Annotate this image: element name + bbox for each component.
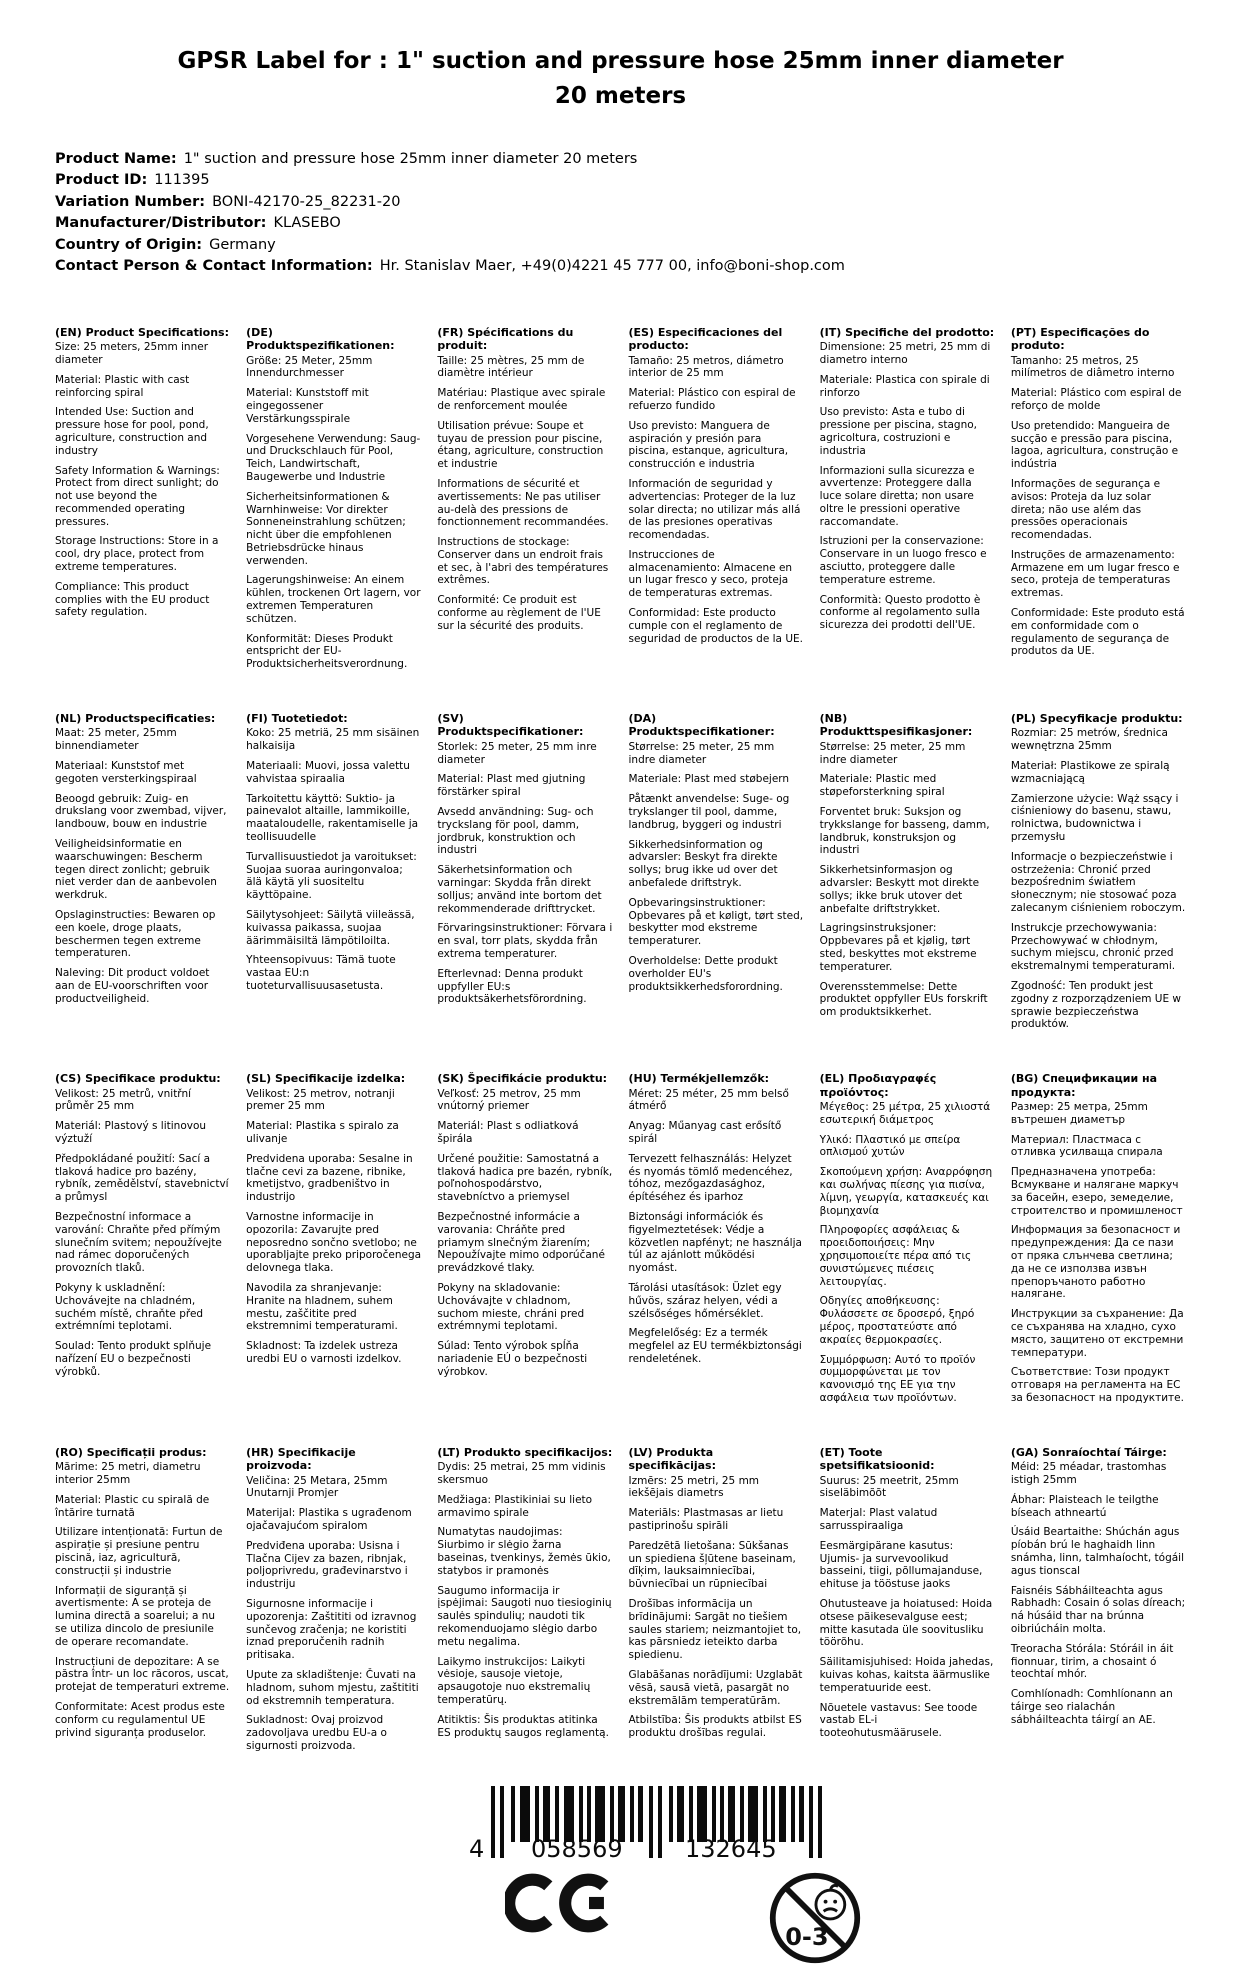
page-title	[55, 44, 1186, 113]
spec-paragraph: Biztonsági információk és figyelmeztetések: Védje a közvetlen napfényt; ne használja túl az ajánlott működési nyomást.	[628, 1210, 802, 1275]
spec-paragraph: Materiale: Plast med støbejern	[628, 773, 790, 786]
spec-paragraph: Conformità: Questo prodotto è conforme al regolamento sulla sicurezza dei prodotti dell'UE.	[819, 593, 981, 632]
spec-paragraph: Размер: 25 метра, 25mm вътрешен диаметър	[1010, 1101, 1148, 1126]
spec-paragraph: Avsedd användning: Sug- och tryckslang för pool, damm, jordbruk, konstruktion och industri	[437, 806, 594, 857]
spec-paragraph: Tervezett felhasználás: Helyzet és nyomás tömlő medencéhez, tóhoz, mezőgazdasághoz, építéséhez és iparhoz	[628, 1152, 793, 1204]
spec-block-heading: (CS) Specifikace produktu:	[55, 1072, 221, 1086]
spec-paragraph: Určené použitie: Samostatná a tlaková hadica pre bazén, rybník, poľnohospodárstvo, stavebníctvo a priemysel	[437, 1152, 613, 1204]
spec-paragraph: Compliance: This product complies with the EU product safety regulation.	[55, 580, 210, 619]
spec-block-body	[1011, 355, 1186, 659]
spec-paragraph: Materiaali: Muovi, jossa valettu vahvistaa spiraalia	[246, 760, 410, 785]
spec-paragraph: Comhlíonadh: Comhlíonann an táirge seo rialachán sábháilteachta táirgí an AE.	[1010, 1688, 1173, 1726]
spec-paragraph: Ábhar: Plaisteach le teilgthe bíseach athneartú	[1010, 1493, 1159, 1519]
spec-paragraph: Skladnost: Ta izdelek ustreza uredbi EU o varnosti izdelkov.	[246, 1340, 402, 1365]
spec-paragraph: Säkerhetsinformation och varningar: Skydda från direkt solljus; använd inte bortom det rekommenderade drifttrycket.	[437, 864, 602, 915]
product-info-label: Product Name:	[55, 151, 177, 167]
spec-paragraph: Naleving: Dit product voldoet aan de EU-voorschriften voor productveiligheid.	[55, 967, 210, 1005]
spec-paragraph: Zamierzone użycie: Wąż ssący i ciśnieniowy do basenu, stawu, rolnictwa, budownictwa i przemysłu	[1010, 792, 1179, 844]
spec-paragraph: Storage Instructions: Store in a cool, dry place, protect from extreme temperatures.	[55, 535, 219, 574]
spec-block-sl	[246, 1072, 421, 1412]
spec-block-body	[55, 341, 230, 619]
spec-paragraph: Informations de sécurité et avertissements: Ne pas utiliser au-delà des pressions de fonctionnement recommandées.	[437, 477, 609, 529]
spec-block-body	[820, 1101, 995, 1405]
spec-block-fr	[437, 326, 612, 678]
spec-paragraph: Méid: 25 méadar, trastomhas istigh 25mm	[1010, 1461, 1167, 1486]
spec-block-ro	[55, 1446, 230, 1760]
spec-paragraph: Οδηγίες αποθήκευσης: Φυλάσσετε σε δροσερό, ξηρό μέρος, προστατεύστε από ακραίες θερμοκρασίες.	[819, 1295, 975, 1346]
spec-paragraph: Mărime: 25 metri, diametru interior 25mm	[55, 1461, 201, 1486]
spec-block-body	[246, 727, 421, 992]
spec-paragraph: Eesmärgipärane kasutus: Ujumis- ja survevoolikud basseini, tiigi, põllumajanduse, ehituse ja tööstuse jaoks	[819, 1539, 983, 1591]
product-info-value: BONI-42170-25_82231-20	[212, 193, 401, 210]
product-info-row	[55, 235, 1186, 256]
spec-paragraph: Izmērs: 25 metri, 25 mm iekšējais diametrs	[628, 1474, 760, 1500]
spec-paragraph: Koko: 25 metriä, 25 mm sisäinen halkaisija	[246, 727, 420, 753]
spec-paragraph: Laikymo instrukcijos: Laikyti vėsioje, sausoje vietoje, apsaugotoje nuo ekstremalių temperatūrų.	[437, 1655, 591, 1706]
spec-paragraph: Yhteensopivuus: Tämä tuote vastaa EU:n tuoteturvallisuusasetusta.	[246, 954, 396, 993]
spec-paragraph: Turvallisuustiedot ja varoitukset: Suojaa suoraa auringonvaloa; älä käytä yli suositeltu käyttöpaine.	[246, 850, 417, 902]
spec-paragraph: Nõuetele vastavus: See toode vastab EL-i tooteohutusmäärusele.	[819, 1701, 978, 1740]
spec-block-heading: (HR) Specifikacije proizvoda:	[246, 1445, 356, 1473]
spec-block-lt	[437, 1446, 612, 1760]
spec-paragraph: Informații de siguranță și avertismente: A se proteja de lumina directă a soarelui; a nu se utiliza dincolo de presiunile de operare recomandate.	[55, 1584, 216, 1648]
spec-paragraph: Πληροφορίες ασφάλειας & προειδοποιήσεις: Μην χρησιμοποιείτε πέρα από τις συνιστώμενες πιέσεις λειτουργίας.	[819, 1224, 972, 1288]
spec-paragraph: Информация за безопасност и предупреждения: Да се пази от пряка слънчева светлина; да не се използва извън препоръчаното работно налягане.	[1010, 1224, 1181, 1301]
spec-block-bg	[1011, 1072, 1186, 1412]
spec-block-body	[55, 727, 230, 1005]
spec-paragraph: Materiale: Plastic med støpeforsterkning spiral	[819, 773, 945, 799]
spec-block-body	[55, 1088, 230, 1379]
spec-block-heading: (HU) Termékjellemzők:	[628, 1072, 770, 1086]
spec-block-body	[629, 741, 804, 994]
spec-paragraph: Megfelelőség: Ez a termék megfelel az EU termékbiztonsági rendeletének.	[628, 1327, 802, 1365]
spec-block-heading: (LT) Produkto specifikacijos:	[437, 1445, 613, 1459]
spec-paragraph: Rozmiar: 25 metrów, średnica wewnętrzna 25mm	[1010, 727, 1168, 753]
spec-block-sv	[437, 712, 612, 1038]
bottom-section	[463, 1786, 883, 1966]
spec-block-body	[246, 355, 421, 672]
spec-paragraph: Anyag: Műanyag cast erősítő spirál	[628, 1120, 782, 1145]
spec-paragraph: Instruções de armazenamento: Armazene em um lugar fresco e seco, proteja de temperaturas extremas.	[1010, 548, 1180, 600]
product-info-value: Germany	[209, 236, 276, 253]
spec-paragraph: Tamanho: 25 metros, 25 milímetros de diâmetro interno	[1010, 354, 1175, 380]
spec-block-heading: (DE) Produktspezifikationen:	[246, 325, 395, 353]
spec-paragraph: Material: Plastika s spiralo za ulivanje	[246, 1120, 399, 1145]
spec-block-es	[629, 326, 804, 678]
spec-block-nl	[55, 712, 230, 1038]
spec-paragraph: Soulad: Tento produkt splňuje nařízení EU o bezpečnosti výrobků.	[55, 1340, 212, 1378]
spec-block-heading: (FR) Spécifications du produit:	[437, 325, 574, 353]
spec-paragraph: Safety Information & Warnings: Protect from direct sunlight; do not use beyond the recommended operating pressures.	[55, 464, 220, 528]
spec-paragraph: Tamaño: 25 metros, diámetro interior de 25 mm	[628, 354, 784, 380]
spec-block-nb	[820, 712, 995, 1038]
spec-paragraph: Informacje o bezpieczeństwie i ostrzeżenia: Chronić przed bezpośrednim światłem słonecznym; nie stosować poza zalecanym ciśnieniem roboczym.	[1010, 850, 1186, 915]
spec-paragraph: Opslaginstructies: Bewaren op een koele, droge plaats, beschermen tegen extreme temperaturen.	[55, 909, 216, 960]
spec-paragraph: Overholdelse: Dette produkt overholder EU's produktsikkerhedsforordning.	[628, 955, 783, 993]
spec-block-pt	[1011, 326, 1186, 678]
spec-block-en	[55, 326, 230, 678]
spec-paragraph: Säilytysohjeet: Säilytä viileässä, kuivassa paikassa, suojaa äärimmäisiltä lämpötiloilta.	[246, 909, 415, 947]
spec-block-heading: (LV) Produkta specifikācijas:	[628, 1445, 716, 1473]
product-info-label: Manufacturer/Distributor:	[55, 215, 267, 232]
spec-paragraph: Informações de segurança e avisos: Proteja da luz solar direta; não use além das pressões operacionais recomendadas.	[1010, 477, 1161, 542]
spec-paragraph: Numatytas naudojimas: Siurbimo ir slėgio žarna baseinas, tvenkinys, žemės ūkio, statybos ir pramonės	[437, 1526, 611, 1577]
spec-block-heading: (SL) Specifikacije izdelka:	[246, 1072, 406, 1086]
page-title-line1: GPSR Label for : 1" suction and pressure hose 25mm inner diameter	[177, 48, 1064, 74]
product-info-value: 111395	[154, 172, 210, 189]
spec-paragraph: Påtænkt anvendelse: Suge- og trykslanger til pool, damme, landbrug, byggeri og industri	[628, 793, 790, 831]
spec-block-body	[820, 741, 995, 1019]
spec-paragraph: Matériau: Plastique avec spirale de renforcement moulée	[437, 387, 606, 412]
spec-block-heading: (FI) Tuotetiedot:	[246, 712, 348, 726]
spec-paragraph: Dydis: 25 metrai, 25 mm vidinis skersmuo	[437, 1461, 606, 1486]
spec-paragraph: Μέγεθος: 25 μέτρα, 25 χιλιοστά εσωτερική διάμετρος	[819, 1101, 991, 1126]
spec-paragraph: Материал: Пластмаса с отливка усилваща спирала	[1010, 1133, 1163, 1159]
spec-block-fi	[246, 712, 421, 1038]
spec-block-heading: (EL) Προδιαγραφές προϊόντος:	[819, 1072, 937, 1099]
spec-paragraph: Storlek: 25 meter, 25 mm inre diameter	[437, 740, 597, 766]
spec-paragraph: Medžiaga: Plastikiniai su lieto armavimo spirale	[437, 1493, 593, 1519]
spec-paragraph: Materiāls: Plastmasas ar lietu pastiprinošu spirāli	[628, 1507, 784, 1532]
spec-paragraph: Lagringsinstruksjoner: Oppbevares på et kjølig, tørt sted, beskyttes mot ekstreme temperaturer.	[819, 922, 977, 973]
spec-paragraph: Faisnéis Sábháilteachta agus Rabhadh: Cosain ó solas díreach; ná húsáid thar na brúnna oibriúcháin molta.	[1010, 1584, 1186, 1635]
spec-paragraph: Pokyny k uskladnění: Uchovávejte na chladném, suchém místě, chraňte před extrémními teplotami.	[55, 1281, 204, 1333]
spec-block-body	[437, 1461, 612, 1739]
spec-paragraph: Instrukcje przechowywania: Przechowywać w chłodnym, suchym miejscu, chronić przed ekstremalnymi temperaturami.	[1010, 921, 1176, 973]
spec-block-heading: (DA) Produktspecifikationer:	[628, 712, 775, 739]
spec-block-body	[246, 1475, 421, 1753]
spec-block-cs	[55, 1072, 230, 1412]
spec-block-heading: (SV) Produktspecifikationer:	[437, 712, 584, 739]
spec-paragraph: Efterlevnad: Denna produkt uppfyller EU:s produktsäkerhetsförordning.	[437, 967, 587, 1006]
spec-paragraph: Förvaringsinstruktioner: Förvara i en sval, torr plats, skydda från extrema temperaturer.	[437, 922, 613, 961]
spec-paragraph: Instrucțiuni de depozitare: A se păstra într- un loc răcoros, uscat, protejat de temperaturi extreme.	[55, 1655, 230, 1694]
spec-block-it	[820, 326, 995, 678]
spec-paragraph: Bezpečnostné informácie a varovania: Chráňte pred priamym slnečným žiarením; Nepoužívajte mimo odporúčané prevádzkové tlaky.	[437, 1210, 605, 1275]
spec-paragraph: Intended Use: Suction and pressure hose for pool, pond, agriculture, construction and industry	[55, 406, 209, 457]
spec-paragraph: Sukladnost: Ovaj proizvod zadovoljava uredbu EU-a o sigurnosti proizvoda.	[246, 1714, 387, 1752]
spec-paragraph: Velikost: 25 metrů, vnitřní průměr 25 mm	[55, 1087, 192, 1113]
spec-block-body	[1011, 1101, 1186, 1405]
spec-block-body	[629, 355, 804, 646]
spec-block-heading: (PT) Especificações do produto:	[1010, 325, 1150, 353]
spec-block-body	[1011, 1461, 1186, 1726]
spec-paragraph: Ohutusteave ja hoiatused: Hoida otsese päikesevalguse eest; mitte kasutada üle soovitusliku töörõhu.	[819, 1597, 993, 1649]
spec-block-body	[629, 1475, 804, 1740]
spec-block-heading: (ET) Toote spetsifikatsioonid:	[819, 1445, 935, 1473]
spec-paragraph: Vorgesehene Verwendung: Saug- und Druckschlauch für Pool, Teich, Landwirtschaft, Baugewerbe und Industrie	[246, 432, 421, 483]
product-info-value: 1" suction and pressure hose 25mm inner diameter 20 meters	[183, 151, 638, 167]
spec-paragraph: Paredzētā lietošana: Sūkšanas un spiediena šļūtene baseinam, dīķim, lauksaimniecībai, būvniecībai un rūpniecībai	[628, 1539, 796, 1591]
barcode	[463, 1786, 883, 1860]
spec-paragraph: Zgodność: Ten produkt jest zgodny z rozporządzeniem UE w sprawie bezpieczeństwa produktów.	[1010, 980, 1182, 1031]
spec-paragraph: Съответствие: Този продукт отговаря на регламента на ЕС за безопасност на продуктите.	[1010, 1366, 1184, 1404]
spec-block-heading: (RO) Specificații produs:	[55, 1445, 207, 1459]
spec-paragraph: Veličina: 25 Metara, 25mm Unutarnji Promjer	[246, 1474, 388, 1500]
spec-paragraph: Предназначена употреба: Всмукване и налягане маркуч за басейн, езеро, земеделие, строителство и промишленост	[1010, 1166, 1183, 1217]
product-info-row	[55, 192, 1186, 213]
spec-paragraph: Súlad: Tento výrobok spĺňa nariadenie EÚ o bezpečnosti výrobkov.	[437, 1340, 588, 1378]
spec-block-pl	[1011, 712, 1186, 1038]
spec-paragraph: Treoracha Stórála: Stóráil in áit fionnuar, tirim, a chosaint ó teochtaí mhór.	[1010, 1642, 1174, 1681]
product-info-label: Country of Origin:	[55, 236, 203, 253]
spec-paragraph: Sikkerhetsinformasjon og advarsler: Beskytt mot direkte sollys; ikke bruk utover det anbefalte driftstrykket.	[819, 864, 980, 915]
spec-paragraph: Material: Plástico com espiral de reforço de molde	[1010, 387, 1182, 412]
spec-block-body	[55, 1461, 230, 1739]
spec-paragraph: Varnostne informacije in opozorila: Zavarujte pred neposredno sončno svetlobo; ne uporabljajte preko priporočenega delovnega tlaka.	[246, 1210, 422, 1275]
gpsr-label-page	[0, 44, 1241, 1966]
spec-paragraph: Maat: 25 meter, 25mm binnendiameter	[55, 727, 177, 753]
spec-block-heading: (IT) Specifiche del prodotto:	[819, 325, 995, 339]
page-title-line2: 20 meters	[554, 82, 687, 109]
spec-block-da	[629, 712, 804, 1038]
spec-paragraph: Sikkerhedsinformation og advarsler: Beskyt fra direkte sollys; brug ikke ud over det anbefalede driftstryk.	[628, 838, 778, 890]
spec-block-body	[820, 1475, 995, 1740]
spec-block-et	[820, 1446, 995, 1760]
age-warning-icon	[767, 1870, 863, 1966]
spec-block-hr	[246, 1446, 421, 1760]
spec-paragraph: Dimensione: 25 metri, 25 mm di diametro interno	[819, 341, 991, 366]
spec-paragraph: Conformitate: Acest produs este conform cu regulamentul UE privind siguranța produselor.	[55, 1700, 225, 1739]
age-range-label: 0-3	[785, 1922, 829, 1951]
spec-block-de	[246, 326, 421, 678]
product-info-row	[55, 170, 1186, 191]
spec-paragraph: Størrelse: 25 meter, 25 mm indre diameter	[819, 740, 966, 766]
spec-paragraph: Taille: 25 mètres, 25 mm de diamètre intérieur	[437, 354, 585, 380]
spec-block-heading: (NL) Productspecificaties:	[55, 712, 216, 726]
barcode-right-group: 132645	[685, 1834, 777, 1860]
spec-paragraph: Säilitamisjuhised: Hoida jahedas, kuivas kohas, kaitsta äärmuslike temperatuuride eest.	[819, 1656, 994, 1694]
spec-paragraph: Lagerungshinweise: An einem kühlen, trockenen Ort lagern, vor extremen Temperaturen schützen.	[246, 574, 421, 625]
spec-paragraph: Materijal: Plastika s ugrađenom ojačavajućom spiralom	[246, 1507, 412, 1532]
spec-paragraph: Instrucciones de almacenamiento: Almacene en un lugar fresco y seco, proteja de temperaturas extremas.	[628, 548, 793, 600]
spec-paragraph: Veiligheidsinformatie en waarschuwingen: Bescherm tegen direct zonlicht; gebruik niet verder dan de aanbevolen werkdruk.	[55, 838, 217, 902]
barcode-bars	[463, 1786, 843, 1860]
spec-paragraph: Predvidena uporaba: Sesalne in tlačne cevi za bazene, ribnike, kmetijstvo, gradbeništvo in industrijo	[246, 1152, 413, 1204]
spec-paragraph: Méret: 25 méter, 25 mm belső átmérő	[628, 1087, 789, 1113]
spec-paragraph: Materiaal: Kunststof met gegoten versterkingspiraal	[55, 760, 197, 785]
spec-paragraph: Größe: 25 Meter, 25mm Innendurchmesser	[246, 354, 373, 380]
spec-paragraph: Materjal: Plast valatud sarrusspiraaliga	[819, 1507, 938, 1532]
spec-blocks-grid	[55, 326, 1186, 1760]
spec-paragraph: Navodila za shranjevanje: Hranite na hladnem, suhem mestu, zaščitite pred ekstremnimi temperaturami.	[246, 1281, 398, 1333]
product-info-label: Product ID:	[55, 172, 148, 189]
spec-paragraph: Materiale: Plastica con spirale di rinforzo	[819, 373, 990, 399]
product-info-row	[55, 256, 1186, 277]
spec-block-body	[820, 341, 995, 632]
spec-paragraph: Atbilstība: Šis produkts atbilst ES produktu drošības regulai.	[628, 1714, 802, 1740]
spec-block-sk	[437, 1072, 612, 1412]
spec-paragraph: Glabāšanas norādījumi: Uzglabāt vēsā, sausā vietā, pasargāt no ekstremālām temperatūrām.	[628, 1668, 803, 1707]
spec-paragraph: Predviđena uporaba: Usisna i Tlačna Cijev za bazen, ribnjak, poljoprivredu, građevinarstvo i industriju	[246, 1539, 408, 1591]
spec-block-heading: (EN) Product Specifications:	[55, 325, 229, 339]
spec-paragraph: Istruzioni per la conservazione: Conservare in un luogo fresco e asciutto, proteggere dalle temperature estreme.	[819, 535, 987, 586]
spec-block-body	[246, 1088, 421, 1366]
spec-paragraph: Bezpečnostní informace a varování: Chraňte před přímým slunečním svitem; nepoužívejte nad rámec doporučených provozních tlaků.	[55, 1210, 222, 1275]
spec-paragraph: Material: Plastic cu spirală de întărire turnată	[55, 1493, 210, 1519]
spec-paragraph: Materiał: Plastikowe ze spiralą wzmacniającą	[1010, 760, 1170, 785]
product-info-row	[55, 213, 1186, 234]
spec-paragraph: Utilisation prévue: Soupe et tuyau de pression pour piscine, étang, agriculture, construction et industrie	[437, 419, 604, 471]
spec-block-heading: (PL) Specyfikacje produktu:	[1010, 712, 1183, 726]
spec-paragraph: Pokyny na skladovanie: Uchovávajte v chladnom, suchom mieste, chráni pred extrémnymi teplotami.	[437, 1281, 585, 1333]
spec-block-hu	[629, 1072, 804, 1412]
spec-paragraph: Uso previsto: Manguera de aspiración y presión para piscina, estanque, agricultura, construcción e industria	[628, 419, 789, 471]
spec-paragraph: Σκοπούμενη χρήση: Αναρρόφηση και σωλήνας πίεσης για πισίνα, λίμνη, γεωργία, κατασκευές και βιομηχανία	[819, 1166, 993, 1217]
spec-paragraph: Atitiktis: Šis produktas atitinka ES produktų saugos reglamentą.	[437, 1713, 609, 1739]
spec-block-el	[820, 1072, 995, 1412]
spec-block-heading: (BG) Спецификации на продукта:	[1010, 1072, 1158, 1099]
spec-block-ga	[1011, 1446, 1186, 1760]
spec-paragraph: Předpokládané použití: Sací a tlaková hadice pro bazény, rybník, zemědělství, stavebnictví a průmysl	[55, 1152, 229, 1204]
barcode-lead-digit: 4	[469, 1834, 485, 1860]
product-info	[55, 149, 1186, 278]
spec-paragraph: Materiál: Plastový s litinovou výztuží	[55, 1120, 207, 1145]
spec-paragraph: Forventet bruk: Suksjon og trykkslange for basseng, damm, landbruk, konstruksjon og industri	[819, 806, 990, 857]
spec-paragraph: Utilizare intenționată: Furtun de aspirație și presiune pentru piscină, iaz, agricultură, construcții și industrie	[55, 1526, 223, 1577]
spec-paragraph: Sicherheitsinformationen & Warnhinweise: Vor direkter Sonneneinstrahlung schützen; nicht über die empfohlenen Betriebsdrücke hinaus verwenden.	[246, 490, 406, 567]
spec-paragraph: Material: Plast med gjutning förstärker spiral	[437, 773, 586, 799]
spec-paragraph: Informazioni sulla sicurezza e avvertenze: Proteggere dalla luce solare diretta; non usare oltre le pressioni operative raccomandate.	[819, 464, 975, 528]
spec-block-heading: (ES) Especificaciones del producto:	[628, 325, 783, 353]
product-info-value: KLASEBO	[273, 215, 341, 232]
spec-block-heading: (GA) Sonraíochtaí Táirge:	[1010, 1445, 1167, 1459]
spec-paragraph: Uso pretendido: Mangueira de sucção e pressão para piscina, lagoa, agricultura, construção e indústria	[1010, 419, 1179, 471]
spec-block-body	[437, 741, 612, 1006]
spec-paragraph: Tárolási utasítások: Üzlet egy hűvös, száraz helyen, védi a szélsőséges hőmérséklet.	[628, 1281, 782, 1320]
spec-paragraph: Opbevaringsinstruktioner: Opbevares på et køligt, tørt sted, beskytter mod ekstreme temperaturer.	[628, 896, 804, 948]
barcode-left-group: 058569	[531, 1834, 623, 1860]
spec-paragraph: Konformität: Dieses Produkt entspricht der EU-Produktsicherheitsverordnung.	[246, 632, 408, 671]
spec-paragraph: Sigurnosne informacije i upozorenja: Zaštititi od izravnog sunčevog zračenja; ne koristiti iznad preporučenih radnih pritisaka.	[246, 1597, 417, 1662]
spec-paragraph: Veľkosť: 25 metrov, 25 mm vnútorný priemer	[437, 1087, 581, 1113]
spec-paragraph: Drošības informācija un brīdinājumi: Sargāt no tiešiem saules stariem; neizmantojiet to, kas pārsniedz ieteikto darba spiedienu.	[628, 1597, 802, 1662]
ce-mark-icon	[505, 1870, 617, 1936]
spec-paragraph: Material: Plastic with cast reinforcing spiral	[55, 373, 190, 399]
product-info-label: Variation Number:	[55, 193, 206, 210]
spec-block-body	[437, 355, 612, 633]
spec-paragraph: Upute za skladištenje: Čuvati na hladnom, suhom mjestu, zaštititi od ekstremnih temperatura.	[246, 1668, 419, 1707]
spec-block-body	[629, 1088, 804, 1366]
spec-paragraph: Instructions de stockage: Conserver dans un endroit frais et sec, à l'abri des températures extrêmes.	[437, 536, 609, 587]
spec-paragraph: Инструкции за съхранение: Да се съхранява на хладно, сухо място, защитено от екстремни температури.	[1010, 1308, 1184, 1359]
product-info-value: Hr. Stanislav Maer, +49(0)4221 45 777 00, info@boni-shop.com	[379, 258, 845, 275]
spec-paragraph: Beoogd gebruik: Zuig- en drukslang voor zwembad, vijver, landbouw, bouw en industrie	[55, 792, 227, 831]
spec-paragraph: Conformidade: Este produto está em conformidade com o regulamento de segurança de produtos da UE.	[1010, 607, 1185, 658]
spec-paragraph: Materiál: Plast s odliatková špirála	[437, 1120, 579, 1145]
spec-paragraph: Conformidad: Este producto cumple con el reglamento de seguridad de productos de la UE.	[628, 607, 803, 645]
spec-block-body	[1011, 727, 1186, 1031]
product-info-label: Contact Person & Contact Information:	[55, 258, 373, 275]
spec-paragraph: Conformité: Ce produit est conforme au règlement de l'UE sur la sécurité des produits.	[437, 594, 601, 632]
spec-block-heading: (NB) Produkttspesifikasjoner:	[819, 712, 973, 739]
spec-paragraph: Suurus: 25 meetrit, 25mm siseläbimõõt	[819, 1474, 959, 1500]
spec-paragraph: Size: 25 meters, 25mm inner diameter	[55, 341, 209, 366]
product-info-row	[55, 149, 1186, 170]
spec-paragraph: Úsáid Beartaithe: Shúchán agus píobán brú le haghaidh linn snámha, linn, talmhaíocht, tógáil agus tionscal	[1010, 1526, 1185, 1577]
compliance-marks	[505, 1870, 883, 1966]
spec-paragraph: Overensstemmelse: Dette produktet oppfyller EUs forskrift om produktsikkerhet.	[819, 980, 988, 1019]
spec-paragraph: Συμμόρφωση: Αυτό το προϊόν συμμορφώνεται με τον κανονισμό της ΕΕ για την ασφάλεια των προϊόντων.	[819, 1353, 976, 1404]
spec-paragraph: Uso previsto: Asta e tubo di pressione per piscina, stagno, agricoltura, costruzioni e industria	[819, 406, 977, 457]
spec-block-body	[437, 1088, 612, 1379]
spec-paragraph: Material: Kunststoff mit eingegossener Verstärkungsspirale	[246, 387, 369, 425]
spec-paragraph: Tarkoitettu käyttö: Suktio- ja painevalot altaille, lammikoille, maataloudelle, rakentamiselle ja teollisuudelle	[246, 792, 419, 844]
spec-paragraph: Saugumo informacija ir įspėjimai: Saugoti nuo tiesioginių saulės spindulių; naudoti tik rekomenduojamo slėgio darbo metu negalima.	[437, 1584, 612, 1648]
spec-paragraph: Información de seguridad y advertencias: Proteger de la luz solar directa; no utilizar más allá de las presiones operativas recomendadas.	[628, 477, 801, 542]
spec-paragraph: Størrelse: 25 meter, 25 mm indre diameter	[628, 740, 775, 766]
spec-paragraph: Material: Plástico con espiral de refuerzo fundido	[628, 387, 796, 412]
spec-block-heading: (SK) Špecifikácie produktu:	[437, 1072, 608, 1086]
spec-block-lv	[629, 1446, 804, 1760]
spec-paragraph: Υλικό: Πλαστικό με σπείρα οπλισμού χυτών	[819, 1133, 961, 1159]
spec-paragraph: Velikost: 25 metrov, notranji premer 25 mm	[246, 1087, 395, 1113]
